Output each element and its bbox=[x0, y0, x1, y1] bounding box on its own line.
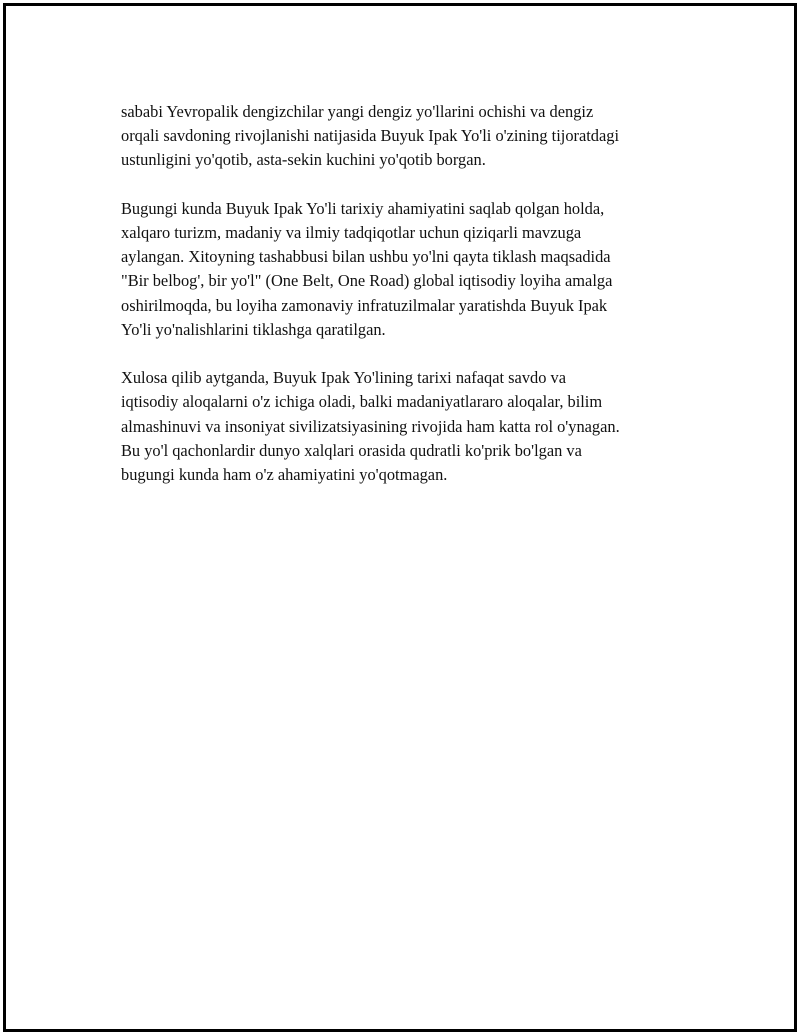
page-frame bbox=[3, 3, 797, 1032]
paragraph-3: Xulosa qilib aytganda, Buyuk Ipak Yo'lining tarixi nafaqat savdo va iqtisodiy aloqalarni o'z ichiga oladi, balki madaniyatlararo aloqalar, bilim almashinuvi va insoniyat sivilizatsiyasining rivojida ham katta rol o'ynagan. Bu yo'l qachonlardir dunyo xalqlari orasida qudratli ko'prik bo'lgan va bugungi kunda ham o'z ahamiyatini yo'qotmagan. bbox=[121, 368, 620, 485]
paragraph-1: sababi Yevropalik dengizchilar yangi dengiz yo'llarini ochishi va dengiz orqali savdoning rivojlanishi natijasida Buyuk Ipak Yo'li o'zining tijoratdagi ustunligini yo'qotib, asta-sekin kuchini yo'qotib borgan. bbox=[121, 102, 620, 170]
document-body bbox=[121, 100, 711, 511]
paragraph-2: Bugungi kunda Buyuk Ipak Yo'li tarixiy ahamiyatini saqlab qolgan holda, xalqaro turizm, madaniy va ilmiy tadqiqotlar uchun qiziqarli mavzuga aylangan. Xitoyning tashabbusi bilan ushbu yo'lni qayta tiklash maqsadida "Bir belbog', bir yo'l" (One Belt, One Road) global iqtisodiy loyiha amalga oshirilmoqda, bu loyiha zamonaviy infratuzilmalar yaratishda Buyuk Ipak Yo'li yo'nalishlarini tiklashga qaratilgan. bbox=[121, 198, 613, 339]
